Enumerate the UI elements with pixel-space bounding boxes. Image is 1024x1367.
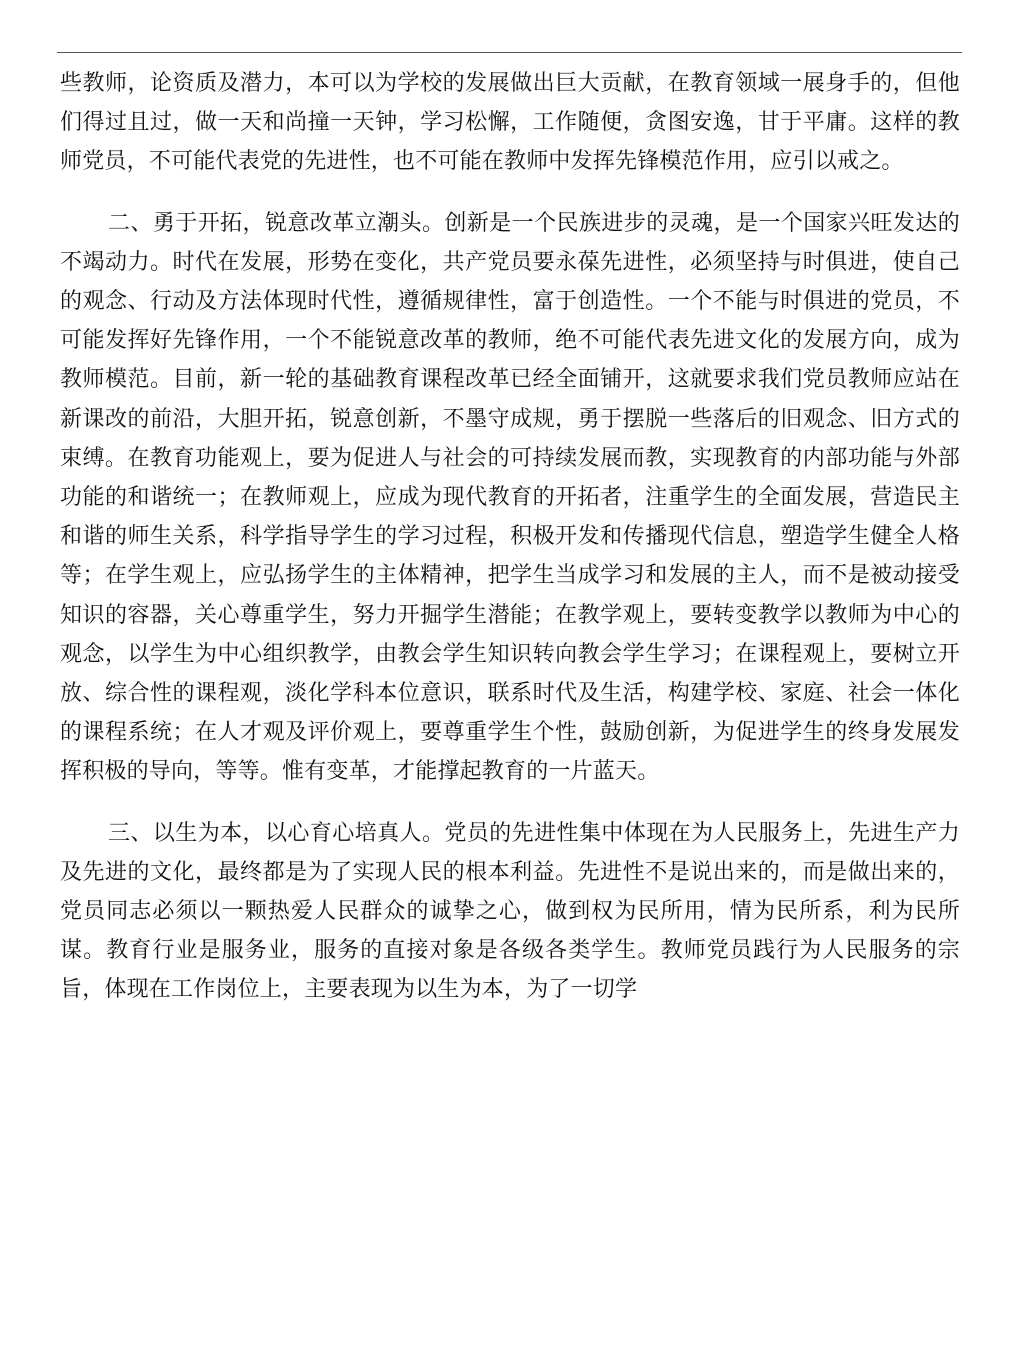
paragraph-section-two: 二、勇于开拓，锐意改革立潮头。创新是一个民族进步的灵魂，是一个国家兴旺发达的不竭动力。时代在发展，形势在变化，共产党员要永葆先进性，必须坚持与时俱进，使自己的观念、行动及方法体现时代性，遵循规律性，富于创造性。一个不能与时俱进的党员，不可能发挥好先锋作用，一个不能锐意改革的教师，绝不可能代表先进文化的发展方向，成为教师模范。目前，新一轮的基础教育课程改革已经全面铺开，这就要求我们党员教师应站在新课改的前沿，大胆开拓，锐意创新，不墨守成规，勇于摆脱一些落后的旧观念、旧方式的束缚。在教育功能观上，要为促进人与社会的可持续发展而教，实现教育的内部功能与外部功能的和谐统一；在教师观上，应成为现代教育的开拓者，注重学生的全面发展，营造民主和谐的师生关系，科学指导学生的学习过程，积极开发和传播现代信息，塑造学生健全人格等；在学生观上，应弘扬学生的主体精神，把学生当成学习和发展的主人，而不是被动接受知识的容器，关心尊重学生，努力开掘学生潜能；在教学观上，要转变教学以教师为中心的观念，以学生为中心组织教学，由教会学生知识转向教会学生学习；在课程观上，要树立开放、综合性的课程观，淡化学科本位意识，联系时代及生活，构建学校、家庭、社会一体化的课程系统；在人才观及评价观上，要尊重学生个性，鼓励创新，为促进学生的终身发展发挥积极的导向，等等。惟有变革，才能撑起教育的一片蓝天。 xyxy=(60,210,960,785)
paragraph-section-three: 三、以生为本，以心育心培真人。党员的先进性集中体现在为人民服务上，先进生产力及先进的文化，最终都是为了实现人民的根本利益。先进性不是说出来的，而是做出来的，党员同志必须以一颗热爱人民群众的诚挚之心，做到权为民所用，情为民所系，利为民所谋。教育行业是服务业，服务的直接对象是各级各类学生。教师党员践行为人民服务的宗旨，体现在工作岗位上，主要表现为以生为本，为了一切学 xyxy=(60,820,960,1003)
document-body xyxy=(60,64,960,1010)
paragraph-continuation: 些教师，论资质及潜力，本可以为学校的发展做出巨大贡献，在教育领域一展身手的，但他们得过且过，做一天和尚撞一天钟，学习松懈，工作随便，贪图安逸，甘于平庸。这样的教师党员，不可能代表党的先进性，也不可能在教师中发挥先锋模范作用，应引以戒之。 xyxy=(60,71,960,175)
header-rule xyxy=(57,52,962,53)
